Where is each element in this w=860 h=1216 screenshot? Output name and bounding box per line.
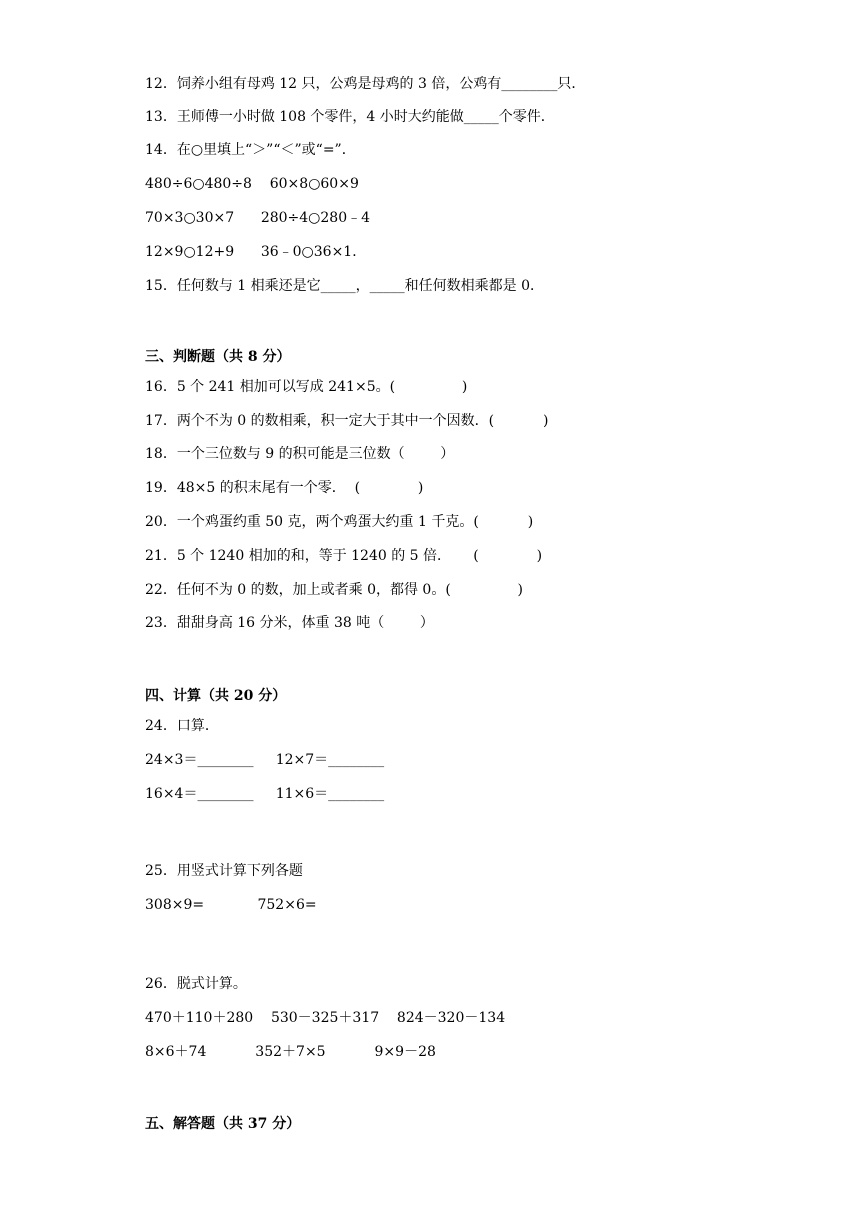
question-24: 24．口算．	[145, 718, 219, 734]
question-26: 26．脱式计算。	[145, 976, 247, 992]
question-16: 16．5 个 241 相加可以写成 241×5。( )	[145, 379, 468, 395]
question-14: 14．在○里填上“＞”“＜”或“=”．	[145, 142, 356, 158]
question-26-row-1: 470＋110＋280 530－325＋317 824－320－134	[145, 1010, 506, 1026]
question-25-row-1: 308×9= 752×6=	[145, 897, 317, 913]
question-25: 25．用竖式计算下列各题	[145, 863, 303, 879]
question-20: 20．一个鸡蛋约重 50 克，两个鸡蛋大约重 1 千克。( )	[145, 514, 534, 530]
question-19: 19．48×5 的积末尾有一个零． ( )	[145, 480, 424, 496]
question-13: 13．王师傅一小时做 108 个零件，4 小时大约能做_____个零件．	[145, 109, 555, 125]
question-15: 15．任何数与 1 相乘还是它_____，_____和任何数相乘都是 0．	[145, 278, 544, 294]
question-14-row-3: 12×9○12+9 36﹣0○36×1．	[145, 244, 367, 260]
question-17: 17．两个不为 0 的数相乘，积一定大于其中一个因数．( )	[145, 413, 549, 429]
section-heading-judgement: 三、判断题（共 8 分）	[145, 349, 291, 365]
question-14-row-2: 70×3○30×7 280÷4○280﹣4	[145, 210, 371, 226]
question-12: 12．饲养小组有母鸡 12 只，公鸡是母鸡的 3 倍，公鸡有________只．	[145, 76, 586, 92]
question-22: 22．任何不为 0 的数，加上或者乘 0，都得 0。( )	[145, 582, 524, 598]
question-24-row-2: 16×4＝________ 11×6＝________	[145, 786, 385, 802]
question-21: 21．5 个 1240 相加的和，等于 1240 的 5 倍． ( )	[145, 548, 543, 564]
question-18: 18．一个三位数与 9 的积可能是三位数（ ）	[145, 446, 455, 462]
question-23: 23．甜甜身高 16 分米，体重 38 吨（ ）	[145, 615, 434, 631]
question-26-row-2: 8×6＋74 352＋7×5 9×9－28	[145, 1044, 436, 1060]
section-heading-word-problems: 五、解答题（共 37 分）	[145, 1116, 301, 1132]
question-24-row-1: 24×3＝________ 12×7＝________	[145, 752, 385, 768]
question-14-row-1: 480÷6○480÷8 60×8○60×9	[145, 176, 359, 192]
section-heading-calculation: 四、计算（共 20 分）	[145, 688, 287, 704]
